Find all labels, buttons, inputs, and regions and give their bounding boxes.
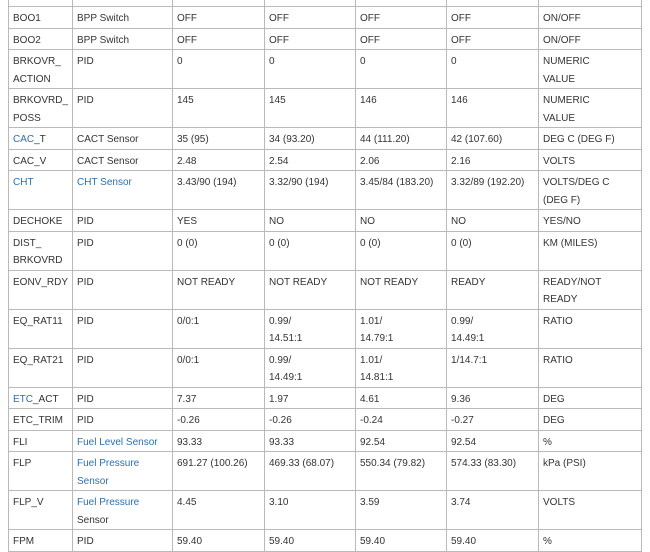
cell-text: PID [77,393,94,405]
table-row [9,89,642,128]
table-row [9,149,642,171]
cell-text: 146 [360,95,377,106]
value-2-cell [265,7,356,29]
cell-text: CACT Sensor [77,155,139,167]
sensor-cell [73,231,173,270]
cell-text: NOT READY [360,276,419,288]
unit-cell [539,210,642,232]
cell-text: OFF [451,13,471,24]
cell-text: 34 (93.20) [269,134,315,145]
table-row [9,7,642,29]
unit-cell [539,409,642,431]
value-2-cell [265,28,356,50]
cell-text: _ACT [33,393,59,405]
cell-text: 93.33 [269,436,295,448]
cell-text: 0 (0) [269,237,290,249]
unit-cell [539,50,642,89]
cell-text: ON/OFF [543,34,581,46]
value-1-cell [173,89,265,128]
cell-text: 59.40 [269,536,295,547]
cell-text: 44 (111.20) [360,134,410,145]
cell-text: 4.61 [360,393,380,405]
value-4-cell [447,452,539,491]
sensor-cell [73,270,173,309]
cell-text: 1.97 [269,393,289,405]
cell-line: 0.99/ [269,315,292,327]
sensor-cell [73,309,173,348]
value-3-cell [356,452,447,491]
value-2-cell [265,309,356,348]
cell-text: 145 [269,95,286,106]
cell-text: 7.37 [177,393,197,405]
cell-text: OFF [360,13,380,24]
table-row [9,28,642,50]
value-2-cell [265,171,356,210]
unit-cell [539,270,642,309]
cell-text: OFF [177,13,197,24]
value-4-cell [447,149,539,171]
cell-text: BPP Switch [77,34,130,46]
cell-text: CAC_V [13,155,47,167]
cell-text: 4.45 [177,497,197,508]
cell-line: 0.99/ [451,315,474,327]
cell-text: PID [77,95,94,106]
value-1-cell [173,231,265,270]
cell-text: -0.26 [177,415,200,426]
cell-text: EONV_RDY [13,276,69,288]
value-3-cell [356,387,447,409]
cell-text: OFF [360,34,380,46]
cell-text: 59.40 [177,536,203,547]
value-4-cell [447,387,539,409]
cell-text: 0 [177,56,183,67]
pid-name-cell [9,128,73,150]
pid-name-cell [9,491,73,530]
value-2-cell [265,491,356,530]
sensor-cell [73,348,173,387]
cell-text: FLI [13,436,28,448]
value-4-cell [447,530,539,552]
cell-text: OFF [269,34,289,46]
cell-text: 2.54 [269,155,289,167]
cell-text: PID [77,315,94,327]
value-1-cell [173,309,265,348]
cell-text: DEG C (DEG F) [543,134,615,145]
cell-text: ETC_TRIM [13,415,63,426]
cell-text: VOLTS/DEG C (DEG F) [543,177,610,206]
pid-name-cell [9,89,73,128]
cell-text: 146 [451,95,468,106]
cell-text: 2.48 [177,155,197,167]
pid-name-cell [9,7,73,29]
cell-text: PID [77,216,94,227]
value-3-cell [356,530,447,552]
value-2-cell [265,231,356,270]
table-row [9,50,642,89]
cell-text: 0 [269,56,275,67]
cell-link[interactable]: CHT [13,177,34,188]
cell-text: ON/OFF [543,13,581,24]
unit-cell [539,128,642,150]
cell-line: VALUE [543,73,576,85]
value-2-cell [265,210,356,232]
cell-text: PID [77,415,94,426]
cell-text: 59.40 [451,536,477,547]
cell-line: ACTION [13,73,51,85]
value-2-cell [265,452,356,491]
value-1-cell [173,530,265,552]
cell-text: 3.45/84 (183.20) [360,177,434,188]
unit-cell [539,430,642,452]
pid-name-cell [9,149,73,171]
cell-text: RATIO [543,354,573,366]
value-1-cell [173,387,265,409]
value-1-cell [173,409,265,431]
value-4-cell [447,7,539,29]
sensor-cell [73,530,173,552]
unit-cell [539,89,642,128]
cell-link[interactable]: Fuel Level Sensor [77,436,158,448]
value-4-cell [447,348,539,387]
cell-link[interactable]: ETC [13,393,33,405]
cell-line: BRKOVR_ [13,56,61,67]
value-4-cell [447,409,539,431]
cell-link[interactable]: Fuel Pressure [77,497,140,508]
value-1-cell [173,171,265,210]
sensor-cell [73,149,173,171]
cell-text: DEG [543,393,565,405]
cell-line: 14.49:1 [451,333,485,344]
cell-line: POSS [13,112,41,124]
cell-text: PID [77,536,94,547]
sensor-cell [73,171,173,210]
value-1-cell [173,210,265,232]
cell-text: 469.33 (68.07) [269,458,335,469]
unit-cell [539,309,642,348]
table-row [9,430,642,452]
sensor-cell [73,210,173,232]
pid-name-cell [9,50,73,89]
value-1-cell [173,149,265,171]
cell-line: 14.49:1 [269,372,303,383]
cell-text: 0 [451,56,457,67]
value-1-cell [173,348,265,387]
table-row [9,409,642,431]
cell-text: -0.27 [451,415,474,426]
cell-text: PID [77,237,94,249]
value-2-cell [265,128,356,150]
cell-text: % [543,536,552,547]
cell-text: DEG [543,415,565,426]
cell-text: PID [77,276,94,288]
cell-text: 35 (95) [177,134,209,145]
cell-text: PID [77,354,94,366]
pid-name-cell [9,210,73,232]
cell-text: FPM [13,536,35,547]
table-row [9,530,642,552]
value-2-cell [265,50,356,89]
value-4-cell [447,430,539,452]
cell-text: _T [34,134,46,145]
value-2-cell [265,149,356,171]
pid-name-cell [9,171,73,210]
cell-text: 3.32/90 (194) [269,177,329,188]
sensor-cell [73,28,173,50]
cell-text: NO [360,216,375,227]
cell-text: 3.32/89 (192.20) [451,177,525,188]
cell-text: -0.24 [360,415,383,426]
cell-text: BOO2 [13,34,41,46]
pid-name-cell [9,309,73,348]
value-3-cell [356,210,447,232]
cell-text: 3.74 [451,497,471,508]
unit-cell [539,231,642,270]
value-3-cell [356,89,447,128]
table-row [9,270,642,309]
value-3-cell [356,7,447,29]
pid-name-cell [9,452,73,491]
table-row [9,171,642,210]
cell-text: FLP [13,458,32,469]
cell-text: RATIO [543,315,573,327]
table-row [9,309,642,348]
cell-line: 14.51:1 [269,333,303,344]
cell-text: NO [451,216,466,227]
value-2-cell [265,409,356,431]
cell-text: 2.16 [451,155,471,167]
value-1-cell [173,452,265,491]
cell-text: 691.27 (100.26) [177,458,248,469]
sensor-cell [73,50,173,89]
sensor-cell [73,89,173,128]
table-row [9,210,642,232]
cell-text: 3.59 [360,497,380,508]
value-2-cell [265,89,356,128]
cell-text: 92.54 [451,436,477,448]
value-3-cell [356,348,447,387]
cell-text: 42 (107.60) [451,134,503,145]
cell-text: VOLTS [543,497,576,508]
cell-link[interactable]: CAC [13,134,35,145]
value-3-cell [356,171,447,210]
cell-text: YES [177,216,198,227]
value-3-cell [356,231,447,270]
pid-name-cell [9,430,73,452]
cell-text: OFF [269,13,289,24]
value-1-cell [173,270,265,309]
cell-line: VALUE [543,112,576,124]
value-1-cell [173,7,265,29]
pid-table-container [8,0,641,552]
value-3-cell [356,430,447,452]
cell-link[interactable]: Fuel Pressure Sensor [77,458,140,487]
value-3-cell [356,128,447,150]
sensor-cell [73,409,173,431]
value-1-cell [173,28,265,50]
cell-text: NOT READY [177,276,236,288]
cell-line: 14.79:1 [360,333,394,344]
value-4-cell [447,491,539,530]
value-3-cell [356,50,447,89]
value-2-cell [265,530,356,552]
cell-text: NO [269,216,284,227]
value-3-cell [356,28,447,50]
cell-text: Sensor [77,514,109,526]
cell-text: 0/0:1 [177,315,200,327]
value-4-cell [447,128,539,150]
unit-cell [539,452,642,491]
value-1-cell [173,128,265,150]
unit-cell [539,149,642,171]
cell-text: OFF [177,34,197,46]
cell-text: BOO1 [13,13,41,24]
value-4-cell [447,309,539,348]
value-2-cell [265,348,356,387]
sensor-cell [73,430,173,452]
sensor-cell [73,387,173,409]
cell-text: -0.26 [269,415,292,426]
value-1-cell [173,50,265,89]
value-4-cell [447,28,539,50]
cell-line: NUMERIC [543,95,590,106]
value-3-cell [356,491,447,530]
cell-text: 0/0:1 [177,354,200,366]
cell-text: 0 [360,56,366,67]
cell-line: 1.01/ [360,315,383,327]
pid-data-table [8,0,642,552]
cell-text: 574.33 (83.30) [451,458,517,469]
unit-cell [539,530,642,552]
cell-text: 0 (0) [360,237,381,249]
value-1-cell [173,491,265,530]
table-row [9,348,642,387]
value-3-cell [356,309,447,348]
cell-text: 92.54 [360,436,386,448]
pid-name-cell [9,231,73,270]
cell-text: 2.06 [360,155,380,167]
cell-text: YES/NO [543,216,581,227]
cell-text: DECHOKE [13,216,63,227]
cell-line: DIST_ [13,237,42,249]
table-row [9,452,642,491]
value-4-cell [447,210,539,232]
sensor-cell [73,491,173,530]
cell-text: EQ_RAT21 [13,354,64,366]
unit-cell [539,171,642,210]
pid-name-cell [9,348,73,387]
pid-table-body [9,0,642,551]
cell-line: BRKOVRD [13,255,63,266]
cell-text: 550.34 (79.82) [360,458,426,469]
cell-text: EQ_RAT11 [13,315,63,327]
unit-cell [539,7,642,29]
pid-name-cell [9,28,73,50]
pid-name-cell [9,387,73,409]
cell-text: READY [451,276,486,288]
value-2-cell [265,387,356,409]
value-3-cell [356,270,447,309]
table-row [9,491,642,530]
value-4-cell [447,89,539,128]
cell-text: 0 (0) [177,237,198,249]
pid-name-cell [9,409,73,431]
cell-text: 3.10 [269,497,289,508]
value-3-cell [356,149,447,171]
value-4-cell [447,231,539,270]
cell-text: PID [77,56,94,67]
value-1-cell [173,430,265,452]
value-4-cell [447,50,539,89]
sensor-cell [73,452,173,491]
cell-text: KM (MILES) [543,237,598,249]
sensor-cell [73,7,173,29]
cell-text: NOT READY [269,276,328,288]
cell-text: kPa (PSI) [543,458,586,469]
unit-cell [539,387,642,409]
cell-text: 3.43/90 (194) [177,177,237,188]
sensor-cell [73,128,173,150]
cell-line: 14.81:1 [360,372,394,383]
unit-cell [539,348,642,387]
cell-line: BRKOVRD_ [13,95,69,106]
cell-text: READY/NOT READY [543,276,602,305]
value-4-cell [447,270,539,309]
cell-text: CACT Sensor [77,134,139,145]
value-2-cell [265,270,356,309]
value-4-cell [447,171,539,210]
cell-text: FLP_V [13,497,44,508]
value-3-cell [356,409,447,431]
cell-text: VOLTS [543,155,576,167]
cell-text: 1/14.7:1 [451,354,488,366]
cell-text: 93.33 [177,436,203,448]
cell-text: % [543,436,552,448]
value-2-cell [265,430,356,452]
table-row [9,231,642,270]
cell-text: 145 [177,95,194,106]
cell-text: OFF [451,34,471,46]
cell-text: BPP Switch [77,13,130,24]
cell-text: 59.40 [360,536,386,547]
unit-cell [539,491,642,530]
cell-text: 0 (0) [451,237,472,249]
table-row [9,128,642,150]
cell-text: 9.36 [451,393,471,405]
cell-line: 0.99/ [269,354,292,366]
cell-line: NUMERIC [543,56,590,67]
pid-name-cell [9,270,73,309]
table-row [9,387,642,409]
pid-name-cell [9,530,73,552]
cell-link[interactable]: CHT Sensor [77,177,132,188]
unit-cell [539,28,642,50]
cell-line: 1.01/ [360,354,383,366]
